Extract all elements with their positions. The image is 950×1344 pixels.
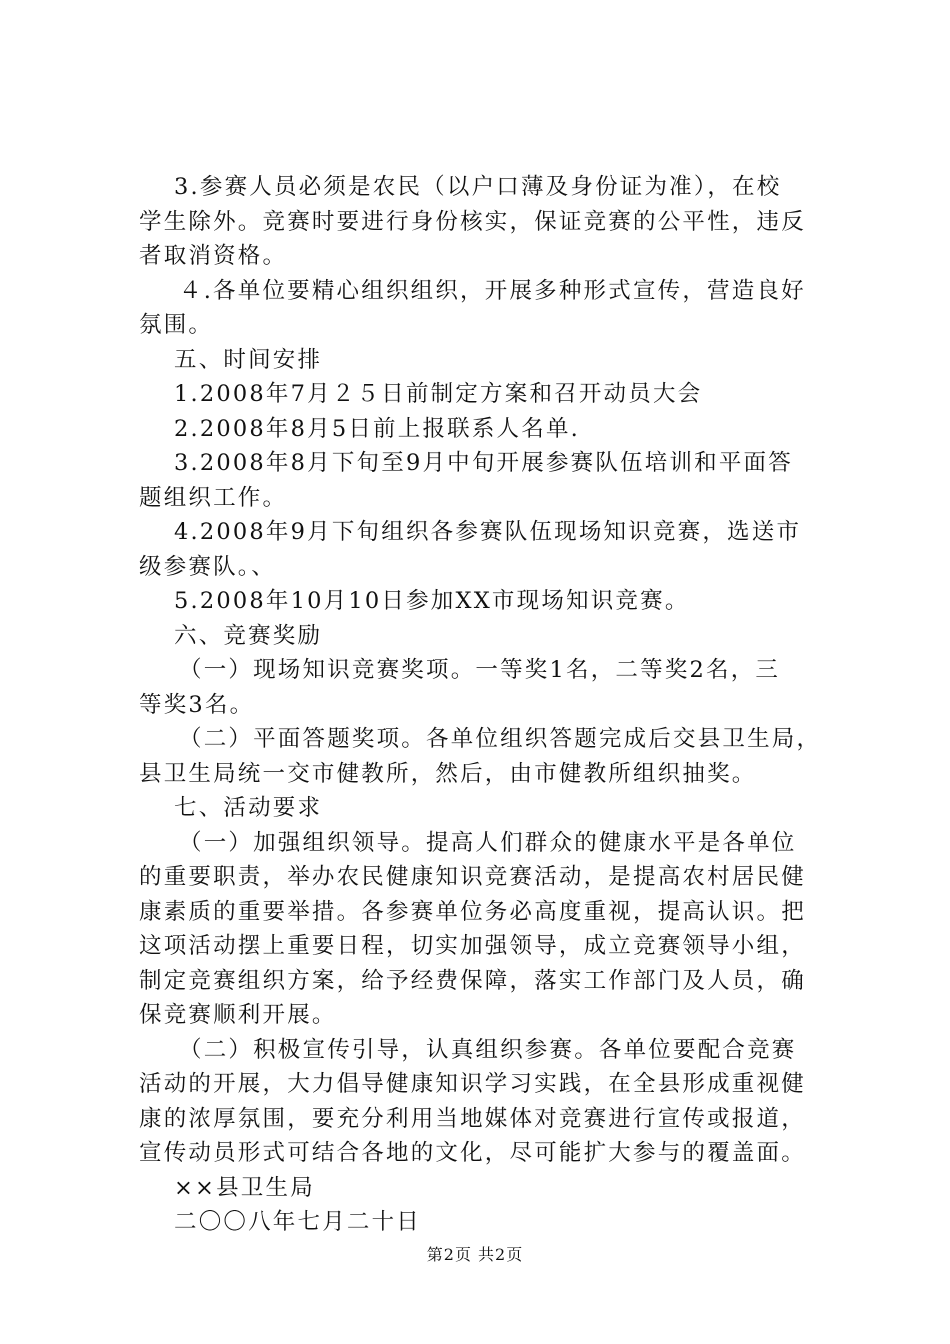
paragraph-line: 5.2008年10月10日参加XX市现场知识竞赛。 [174, 588, 690, 614]
paragraph-line: 学生除外。竞赛时要进行身份核实，保证竞赛的公平性，违反 [139, 208, 806, 235]
signature-date: 二〇〇八年七月二十日 [174, 1209, 422, 1235]
paragraph-line: 宣传动员形式可结合各地的文化，尽可能扩大参与的覆盖面。 [139, 1140, 806, 1166]
paragraph-line: 级参赛队。、 [139, 553, 276, 580]
paragraph-line: 活动的开展，大力倡导健康知识学习实践，在全县形成重视健 [139, 1071, 806, 1097]
section-heading: 七、活动要求 [174, 795, 323, 821]
paragraph-line: 保竞赛顺利开展。 [139, 1002, 337, 1028]
paragraph-line: 氛围。 [139, 312, 214, 338]
signature-org: ××县卫生局 [174, 1174, 315, 1201]
paragraph-line: ４.各单位要精心组织组织，开展多种形式宣传，营造良好 [179, 277, 806, 304]
paragraph-line: 县卫生局统一交市健教所，然后，由市健教所组织抽奖。 [139, 760, 757, 787]
paragraph-line: 等奖3名。 [139, 691, 255, 718]
paragraph-line: 康素质的重要举措。各参赛单位务必高度重视，提高认识。把 [139, 898, 806, 925]
section-heading: 五、时间安排 [174, 346, 323, 373]
page-number-footer: 第2页 共2页 [426, 1245, 524, 1264]
paragraph-line: 制定竞赛组织方案，给予经费保障，落实工作部门及人员，确 [139, 967, 806, 994]
paragraph-line: 2.2008年8月5日前上报联系人名单. [174, 415, 581, 442]
paragraph-line: 1.2008年7月２５日前制定方案和召开动员大会 [174, 381, 703, 407]
paragraph-line: 康的浓厚氛围，要充分利用当地媒体对竞赛进行宣传或报道， [139, 1105, 806, 1132]
paragraph-line: （二）积极宣传引导，认真组织参赛。各单位要配合竞赛 [179, 1036, 797, 1063]
paragraph-line: 这项活动摆上重要日程，切实加强领导，成立竞赛领导小组， [139, 933, 806, 959]
paragraph-line: 4.2008年9月下旬组织各参赛队伍现场知识竞赛，选送市 [174, 519, 802, 545]
paragraph-line: （一）现场知识竞赛奖项。一等奖1名，二等奖2名，三 [179, 657, 781, 683]
document-body [139, 170, 834, 1240]
paragraph-line: 者取消资格。 [139, 243, 288, 269]
paragraph-line: 的重要职责，举办农民健康知识竞赛活动，是提高农村居民健 [139, 864, 806, 890]
paragraph-line: 3.2008年8月下旬至9月中旬开展参赛队伍培训和平面答 [174, 450, 793, 476]
paragraph-line: 题组织工作。 [139, 484, 288, 511]
section-heading: 六、竞赛奖励 [174, 622, 323, 649]
paragraph-line: （二）平面答题奖项。各单位组织答题完成后交县卫生局， [179, 726, 822, 752]
paragraph-line: 3.参赛人员必须是农民（以户口薄及身份证为准），在校 [174, 174, 782, 200]
paragraph-line: （一）加强组织领导。提高人们群众的健康水平是各单位 [179, 829, 797, 856]
